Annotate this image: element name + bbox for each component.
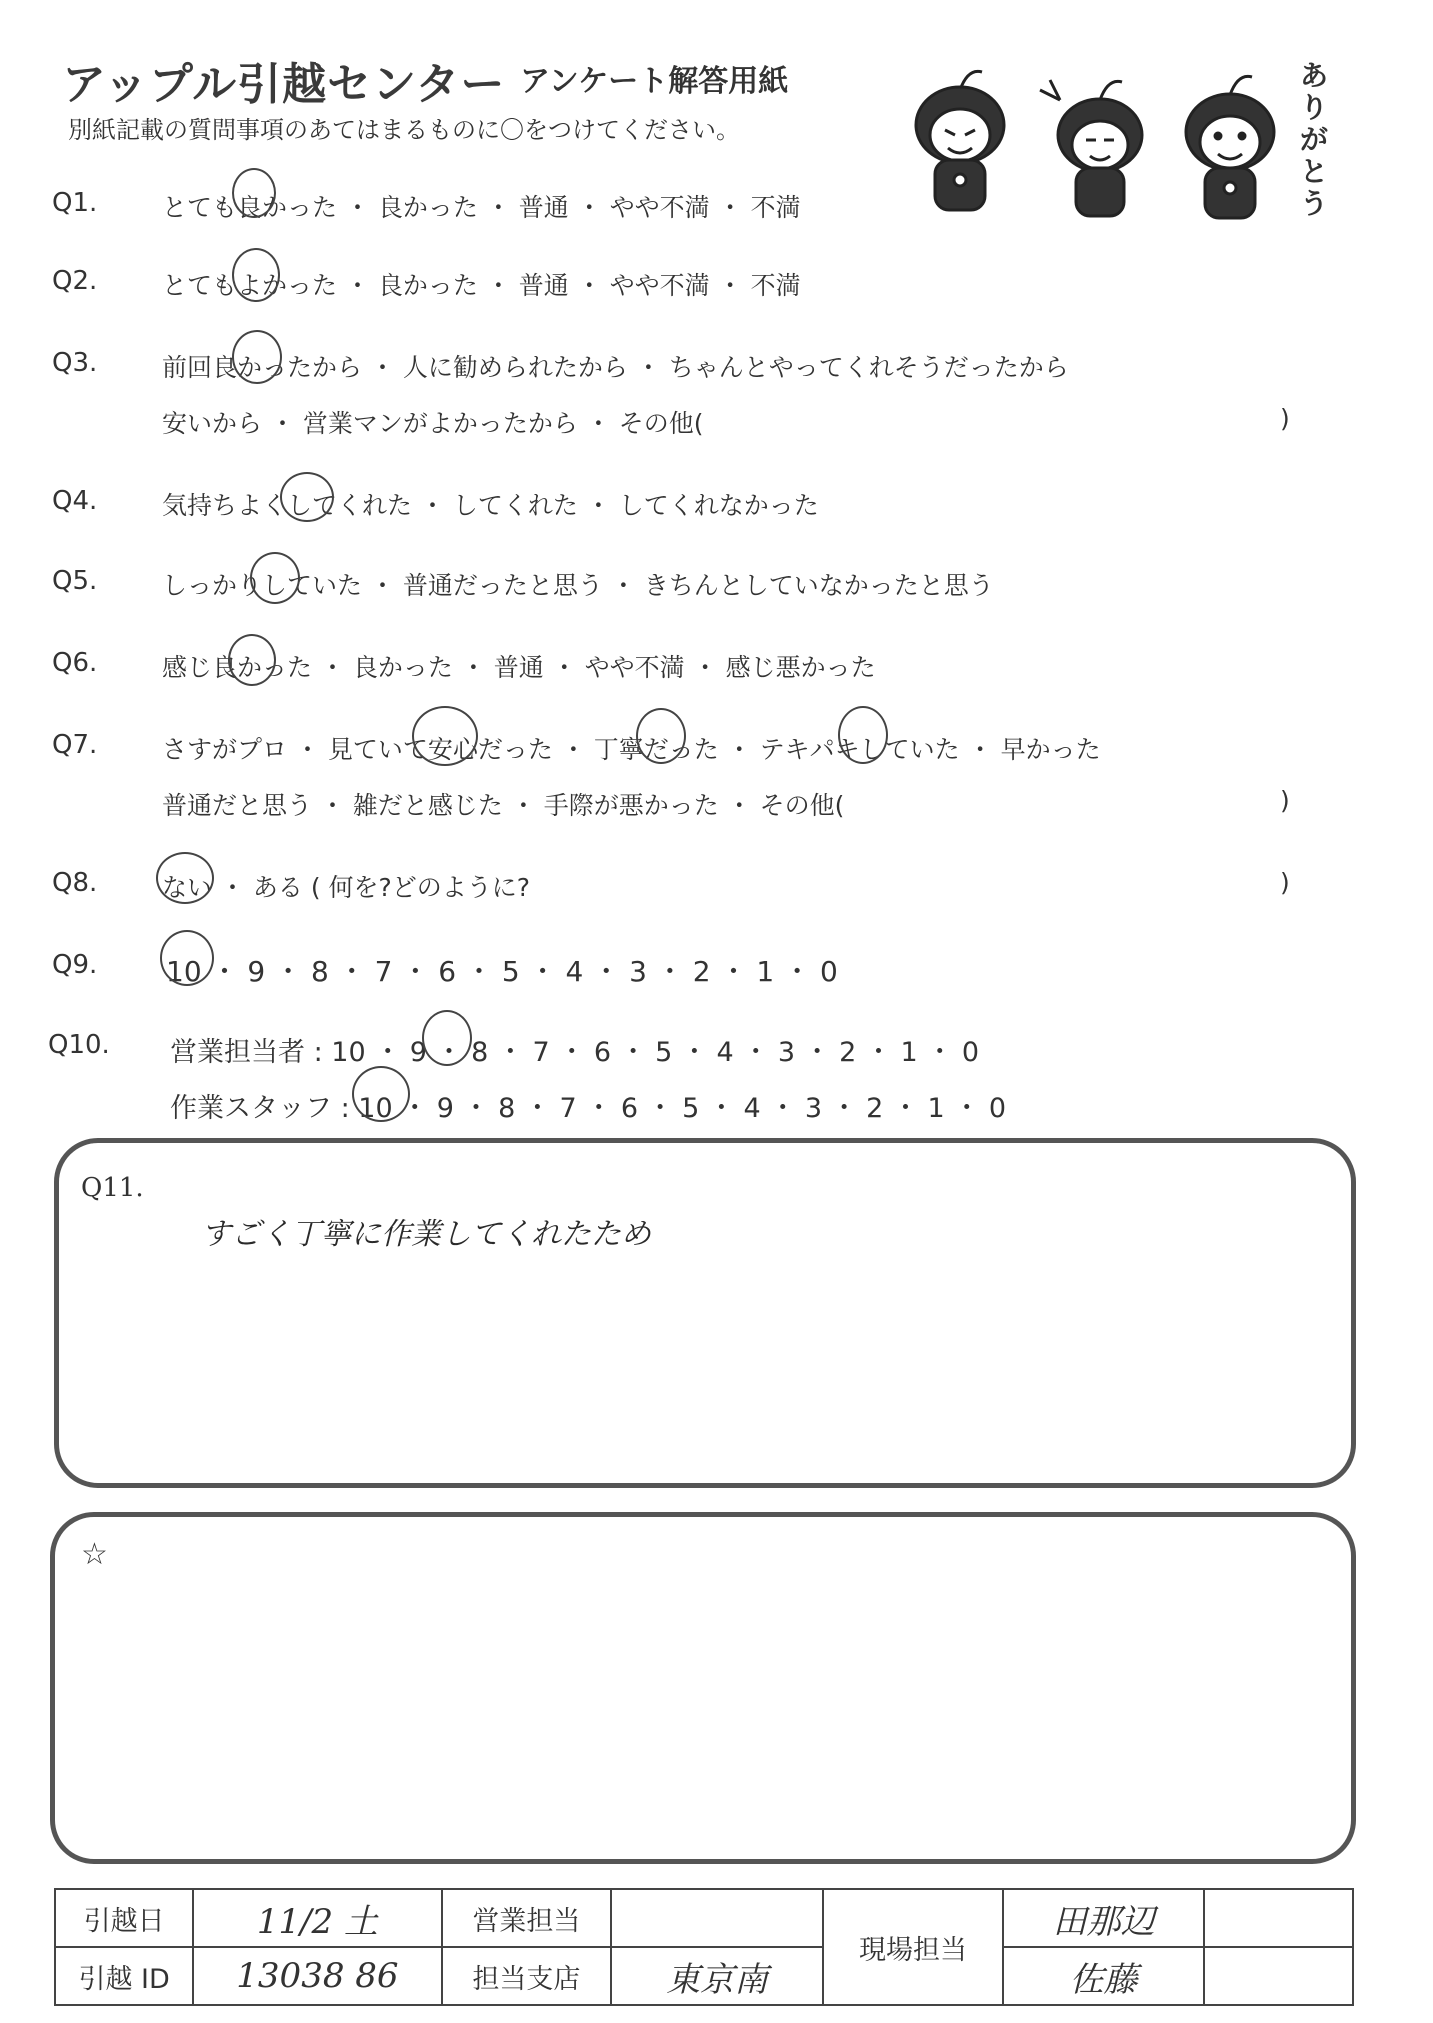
move-id-label: 引越 ID bbox=[55, 1947, 193, 2005]
move-date-label: 引越日 bbox=[55, 1889, 193, 1947]
q3-label: Q3. bbox=[52, 348, 98, 378]
q6-label: Q6. bbox=[52, 648, 98, 678]
instruction-text: 別紙記載の質問事項のあてはまるものに〇をつけてください。 bbox=[68, 116, 740, 144]
star-icon: ☆ bbox=[81, 1537, 108, 1572]
q6-options: 感じ良かった ・ 良かった ・ 普通 ・ やや不満 ・ 感じ悪かった bbox=[162, 653, 876, 682]
q8-options bbox=[162, 868, 1322, 904]
site-staff-label: 現場担当 bbox=[823, 1889, 1003, 2005]
monkey-icon bbox=[916, 71, 1004, 210]
q4-label: Q4. bbox=[52, 486, 98, 516]
q8-label: Q8. bbox=[52, 868, 98, 898]
branch-value: 東京南 bbox=[611, 1947, 823, 2005]
q2-options: とてもよかった ・ 良かった ・ 普通 ・ やや不満 ・ 不満 bbox=[162, 271, 801, 300]
sales-rep-label: 営業担当 bbox=[442, 1889, 612, 1947]
q9-scale: 10 ・ 9 ・ 8 ・ 7 ・ 6 ・ 5 ・ 4 ・ 3 ・ 2 ・ 1 ・ 0 bbox=[166, 955, 838, 988]
q10-sales-scale: 営業担当者 : 10 ・ 9 ・ 8 ・ 7 ・ 6 ・ 5 ・ 4 ・ 3 ・ 2 ・ 1 ・ 0 bbox=[170, 1037, 980, 1068]
q8-options-text: ない ・ ある ( 何を?どのように? bbox=[162, 873, 531, 902]
q2-label: Q2. bbox=[52, 266, 98, 296]
sales-rep-value bbox=[611, 1889, 823, 1947]
empty-cell bbox=[1204, 1889, 1353, 1947]
q3-options-line1: 前回良かったから ・ 人に勧められたから ・ ちゃんとやってくれそうだったから bbox=[162, 353, 1069, 382]
q9-label: Q9. bbox=[52, 950, 98, 980]
move-date-value: 11/2 土 bbox=[193, 1889, 441, 1947]
form-title: アンケート解答用紙 bbox=[520, 64, 789, 99]
site-staff-value-2: 佐藤 bbox=[1003, 1947, 1204, 2005]
q10-staff-scale: 作業スタッフ : 10 ・ 9 ・ 8 ・ 7 ・ 6 ・ 5 ・ 4 ・ 3 ・ 2 ・ 1 ・ 0 bbox=[170, 1093, 1007, 1124]
q7-options-line2-text: 普通だと思う ・ 雑だと感じた ・ 手際が悪かった ・ その他( bbox=[162, 791, 845, 820]
q3-options-line2 bbox=[162, 404, 1322, 440]
branch-label: 担当支店 bbox=[442, 1947, 612, 2005]
empty-cell bbox=[1204, 1947, 1353, 2005]
monkey-mascots-illustration bbox=[890, 50, 1350, 230]
move-id-value: 13038 86 bbox=[193, 1947, 441, 2005]
q7-label: Q7. bbox=[52, 730, 98, 760]
q11-label: Q11. bbox=[81, 1173, 144, 1203]
thank-you-badge: ありがとう bbox=[1300, 59, 1329, 220]
monkey-icon bbox=[1186, 76, 1274, 218]
star-comment-box bbox=[50, 1512, 1356, 1864]
q1-options: とても良かった ・ 良かった ・ 普通 ・ やや不満 ・ 不満 bbox=[162, 193, 801, 222]
q7-options-line2 bbox=[162, 786, 1322, 822]
move-info-table bbox=[54, 1888, 1354, 2006]
q7-close-paren: ) bbox=[1280, 786, 1290, 815]
q11-handwritten-answer: すごく丁寧に作業してくれたため bbox=[201, 1217, 651, 1252]
monkey-icon bbox=[1040, 80, 1142, 216]
q11-comment-box bbox=[54, 1138, 1356, 1488]
site-staff-value-1: 田那辺 bbox=[1003, 1889, 1204, 1947]
q3-options-line2-text: 安いから ・ 営業マンがよかったから ・ その他( bbox=[162, 409, 704, 438]
table-row bbox=[55, 1889, 1353, 1947]
q7-options-line1: さすがプロ ・ 見ていて安心だった ・ 丁寧だった ・ テキパキしていた ・ 早かった bbox=[162, 735, 1101, 764]
q3-close-paren: ) bbox=[1280, 404, 1290, 433]
q10-label: Q10. bbox=[48, 1030, 110, 1060]
q8-close-paren: ) bbox=[1280, 868, 1290, 897]
q5-label: Q5. bbox=[52, 566, 98, 596]
q5-options: しっかりしていた ・ 普通だったと思う ・ きちんとしていなかったと思う bbox=[162, 571, 994, 600]
table-row bbox=[55, 1947, 1353, 2005]
q1-label: Q1. bbox=[52, 188, 98, 218]
company-title: アップル引越センター bbox=[62, 59, 506, 110]
q4-options: 気持ちよくしてくれた ・ してくれた ・ してくれなかった bbox=[162, 491, 819, 520]
